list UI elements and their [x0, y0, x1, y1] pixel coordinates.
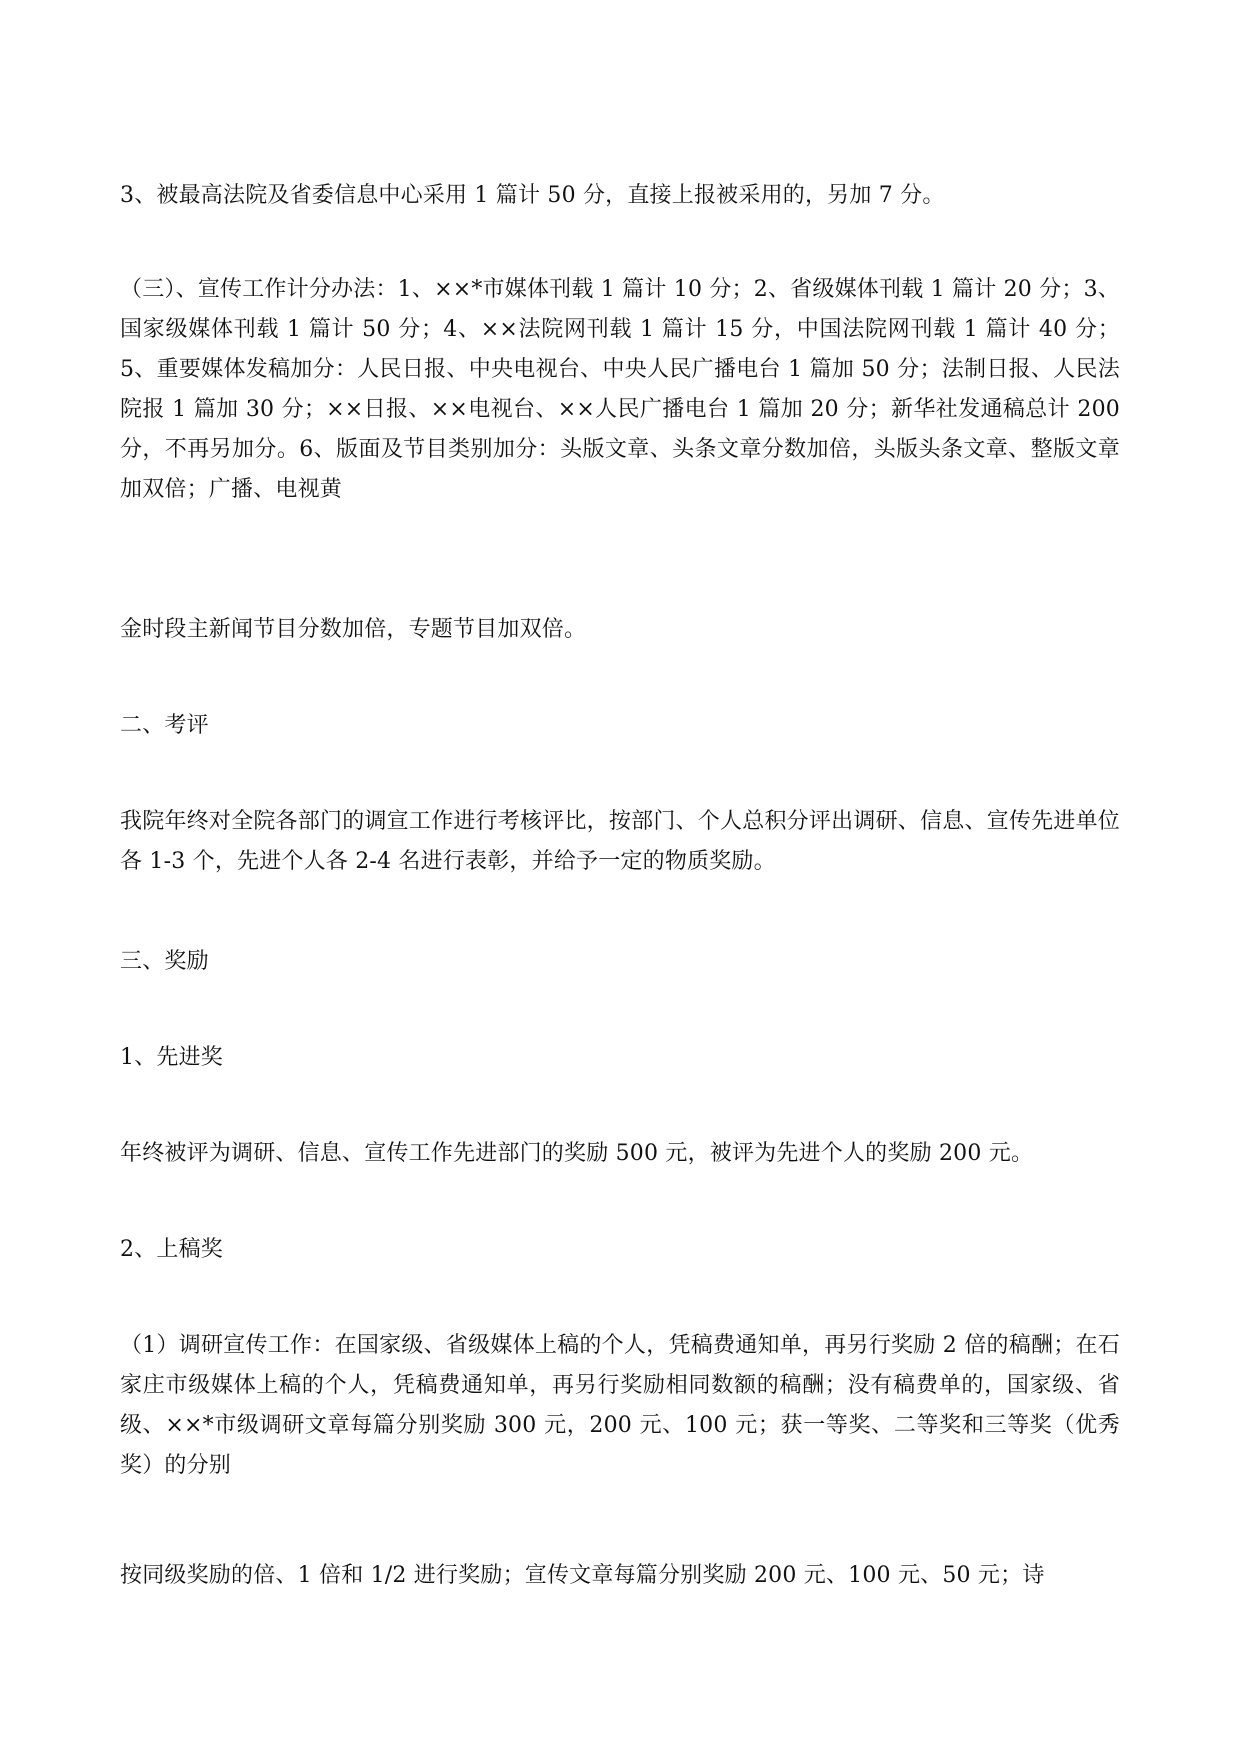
paragraph-info-score-rule: 3、被最高法院及省委信息中心采用 1 篇计 50 分，直接上报被采用的，另加 7 分。	[120, 183, 945, 208]
paragraph-advanced-award: 年终被评为调研、信息、宣传工作先进部门的奖励 500 元，被评为先进个人的奖励 200 元。	[120, 1141, 1034, 1166]
subheading-advanced-award: 1、先进奖	[120, 1045, 223, 1070]
paragraph-research-publicity-rewards: （1）调研宣传工作：在国家级、省级媒体上稿的个人，凭稿费通知单，再另行奖励 2 倍的稿酬；在石家庄市级媒体上稿的个人，凭稿费通知单，再另行奖励相同数额的稿酬；没有稿费单的，国家级、省级、××*市级调研文章每篇分别奖励 300 元，200 元、100 元；获一等奖、二等奖和三等奖（优秀奖）的分别	[120, 1333, 1120, 1478]
paragraph-publicity-score-method: （三）、宣传工作计分办法：1、××*市媒体刊载 1 篇计 10 分；2、省级媒体刊载 1 篇计 20 分；3、国家级媒体刊载 1 篇计 50 分；4、××法院网刊载 1 篇计 15 分，中国法院网刊载 1 篇计 40 分；5、重要媒体发稿加分：人民日报、中央电视台、中央人民广播电台 1 篇加 50 分；法制日报、人民法院报 1 篇加 30 分；××日报、××电视台、××人民广播电台 1 篇加 20 分；新华社发通稿总计 200 分，不再另加分。6、版面及节目类别加分：头版文章、头条文章分数加倍，头版头条文章、整版文章加双倍；广播、电视黄	[120, 277, 1120, 502]
section-heading-rewards: 三、奖励	[120, 949, 209, 974]
subheading-publication-award: 2、上稿奖	[120, 1237, 223, 1262]
section-heading-evaluation: 二、考评	[120, 713, 209, 738]
paragraph-golden-time-bonus: 金时段主新闻节目分数加倍，专题节目加双倍。	[120, 617, 587, 642]
paragraph-evaluation: 我院年终对全院各部门的调宣工作进行考核评比，按部门、个人总积分评出调研、信息、宣传先进单位各 1-3 个，先进个人各 2-4 名进行表彰，并给予一定的物质奖励。	[120, 809, 1120, 874]
paragraph-reward-ratio: 按同级奖励的倍、1 倍和 1/2 进行奖励；宣传文章每篇分别奖励 200 元、100 元、50 元；诗	[120, 1563, 1045, 1588]
